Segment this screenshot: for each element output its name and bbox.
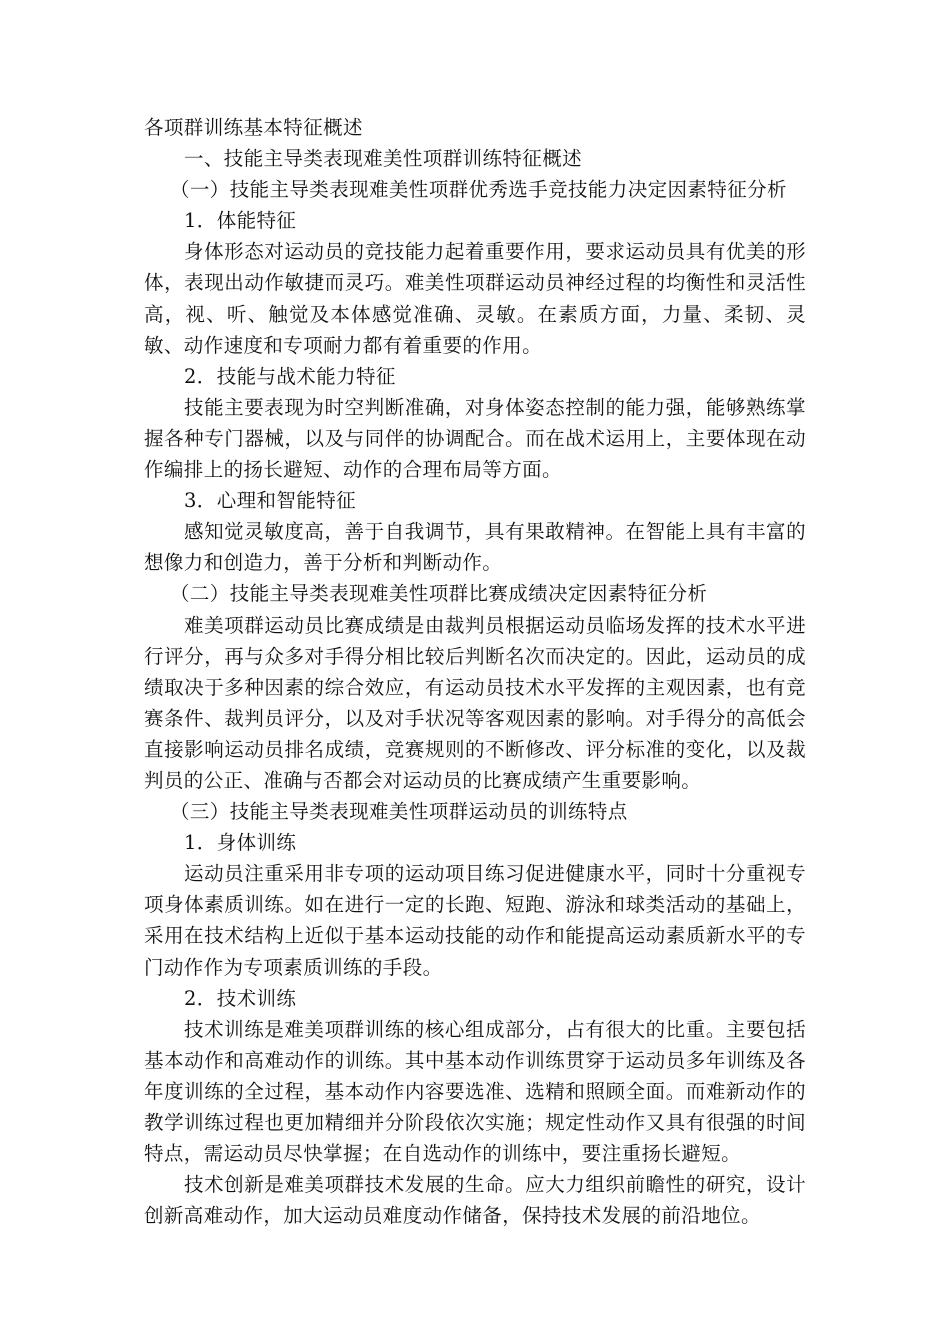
item-heading: 2．技术训练	[184, 986, 297, 1010]
document-body	[144, 112, 806, 1231]
subsection-heading: （三）技能主导类表现难美性项群运动员的训练特点	[170, 800, 628, 824]
paragraph: 身体形态对运动员的竞技能力起着重要作用，要求运动员具有优美的形体，表现出动作敏捷而灵巧。难美性项群运动员神经过程的均衡性和灵活性高，视、听、触觉及本体感觉准确、灵敏。在素质方面，力量、柔韧、灵敏、动作速度和专项耐力都有着重要的作用。	[144, 240, 806, 357]
item-heading: 1．体能特征	[184, 209, 297, 233]
paragraph: 技术创新是难美项群技术发展的生命。应大力组织前瞻性的研究，设计创新高难动作，加大运动员难度动作储备，保持技术发展的前沿地位。	[144, 1173, 806, 1228]
item-heading: 1．身体训练	[184, 831, 297, 855]
document-title: 各项群训练基本特征概述	[144, 116, 363, 139]
item-heading: 3．心理和智能特征	[184, 489, 357, 513]
paragraph: 感知觉灵敏度高，善于自我调节，具有果敢精神。在智能上具有丰富的想像力和创造力，善于分析和判断动作。	[144, 520, 806, 575]
paragraph: 技术训练是难美项群训练的核心组成部分，占有很大的比重。主要包括基本动作和高难动作的训练。其中基本动作训练贯穿于运动员多年训练及各年度训练的全过程，基本动作内容要选准、选精和照顾全面。而难新动作的教学训练过程也更加精细并分阶段依次实施；规定性动作又具有很强的时间特点，需运动员尽快掌握；在自选动作的训练中，要注重扬长避短。	[144, 1017, 806, 1166]
item-heading: 2．技能与战术能力特征	[184, 364, 396, 388]
paragraph: 难美项群运动员比赛成绩是由裁判员根据运动员临场发挥的技术水平进行评分，再与众多对手得分相比较后判断名次而决定的。因此，运动员的成绩取决于多种因素的综合效应，有运动员技术水平发挥的主观因素，也有竞赛条件、裁判员评分，以及对手状况等客观因素的影响。对手得分的高低会直接影响运动员排名成绩，竞赛规则的不断修改、评分标准的变化，以及裁判员的公正、准确与否都会对运动员的比赛成绩产生重要影响。	[144, 613, 806, 792]
paragraph: 运动员注重采用非专项的运动项目练习促进健康水平，同时十分重视专项身体素质训练。如在进行一定的长跑、短跑、游泳和球类活动的基础上，采用在技术结构上近似于基本运动技能的动作和能提高运动素质新水平的专门动作作为专项素质训练的手段。	[144, 862, 806, 979]
paragraph: 技能主要表现为时空判断准确，对身体姿态控制的能力强，能够熟练掌握各种专门器械，以及与同伴的协调配合。而在战术运用上，主要体现在动作编排上的扬长避短、动作的合理布局等方面。	[144, 395, 806, 482]
subsection-heading: （二）技能主导类表现难美性项群比赛成绩决定因素特征分析	[170, 582, 708, 606]
section-heading: 一、技能主导类表现难美性项群训练特征概述	[184, 147, 583, 171]
subsection-heading: （一）技能主导类表现难美性项群优秀选手竞技能力决定因素特征分析	[170, 178, 787, 202]
